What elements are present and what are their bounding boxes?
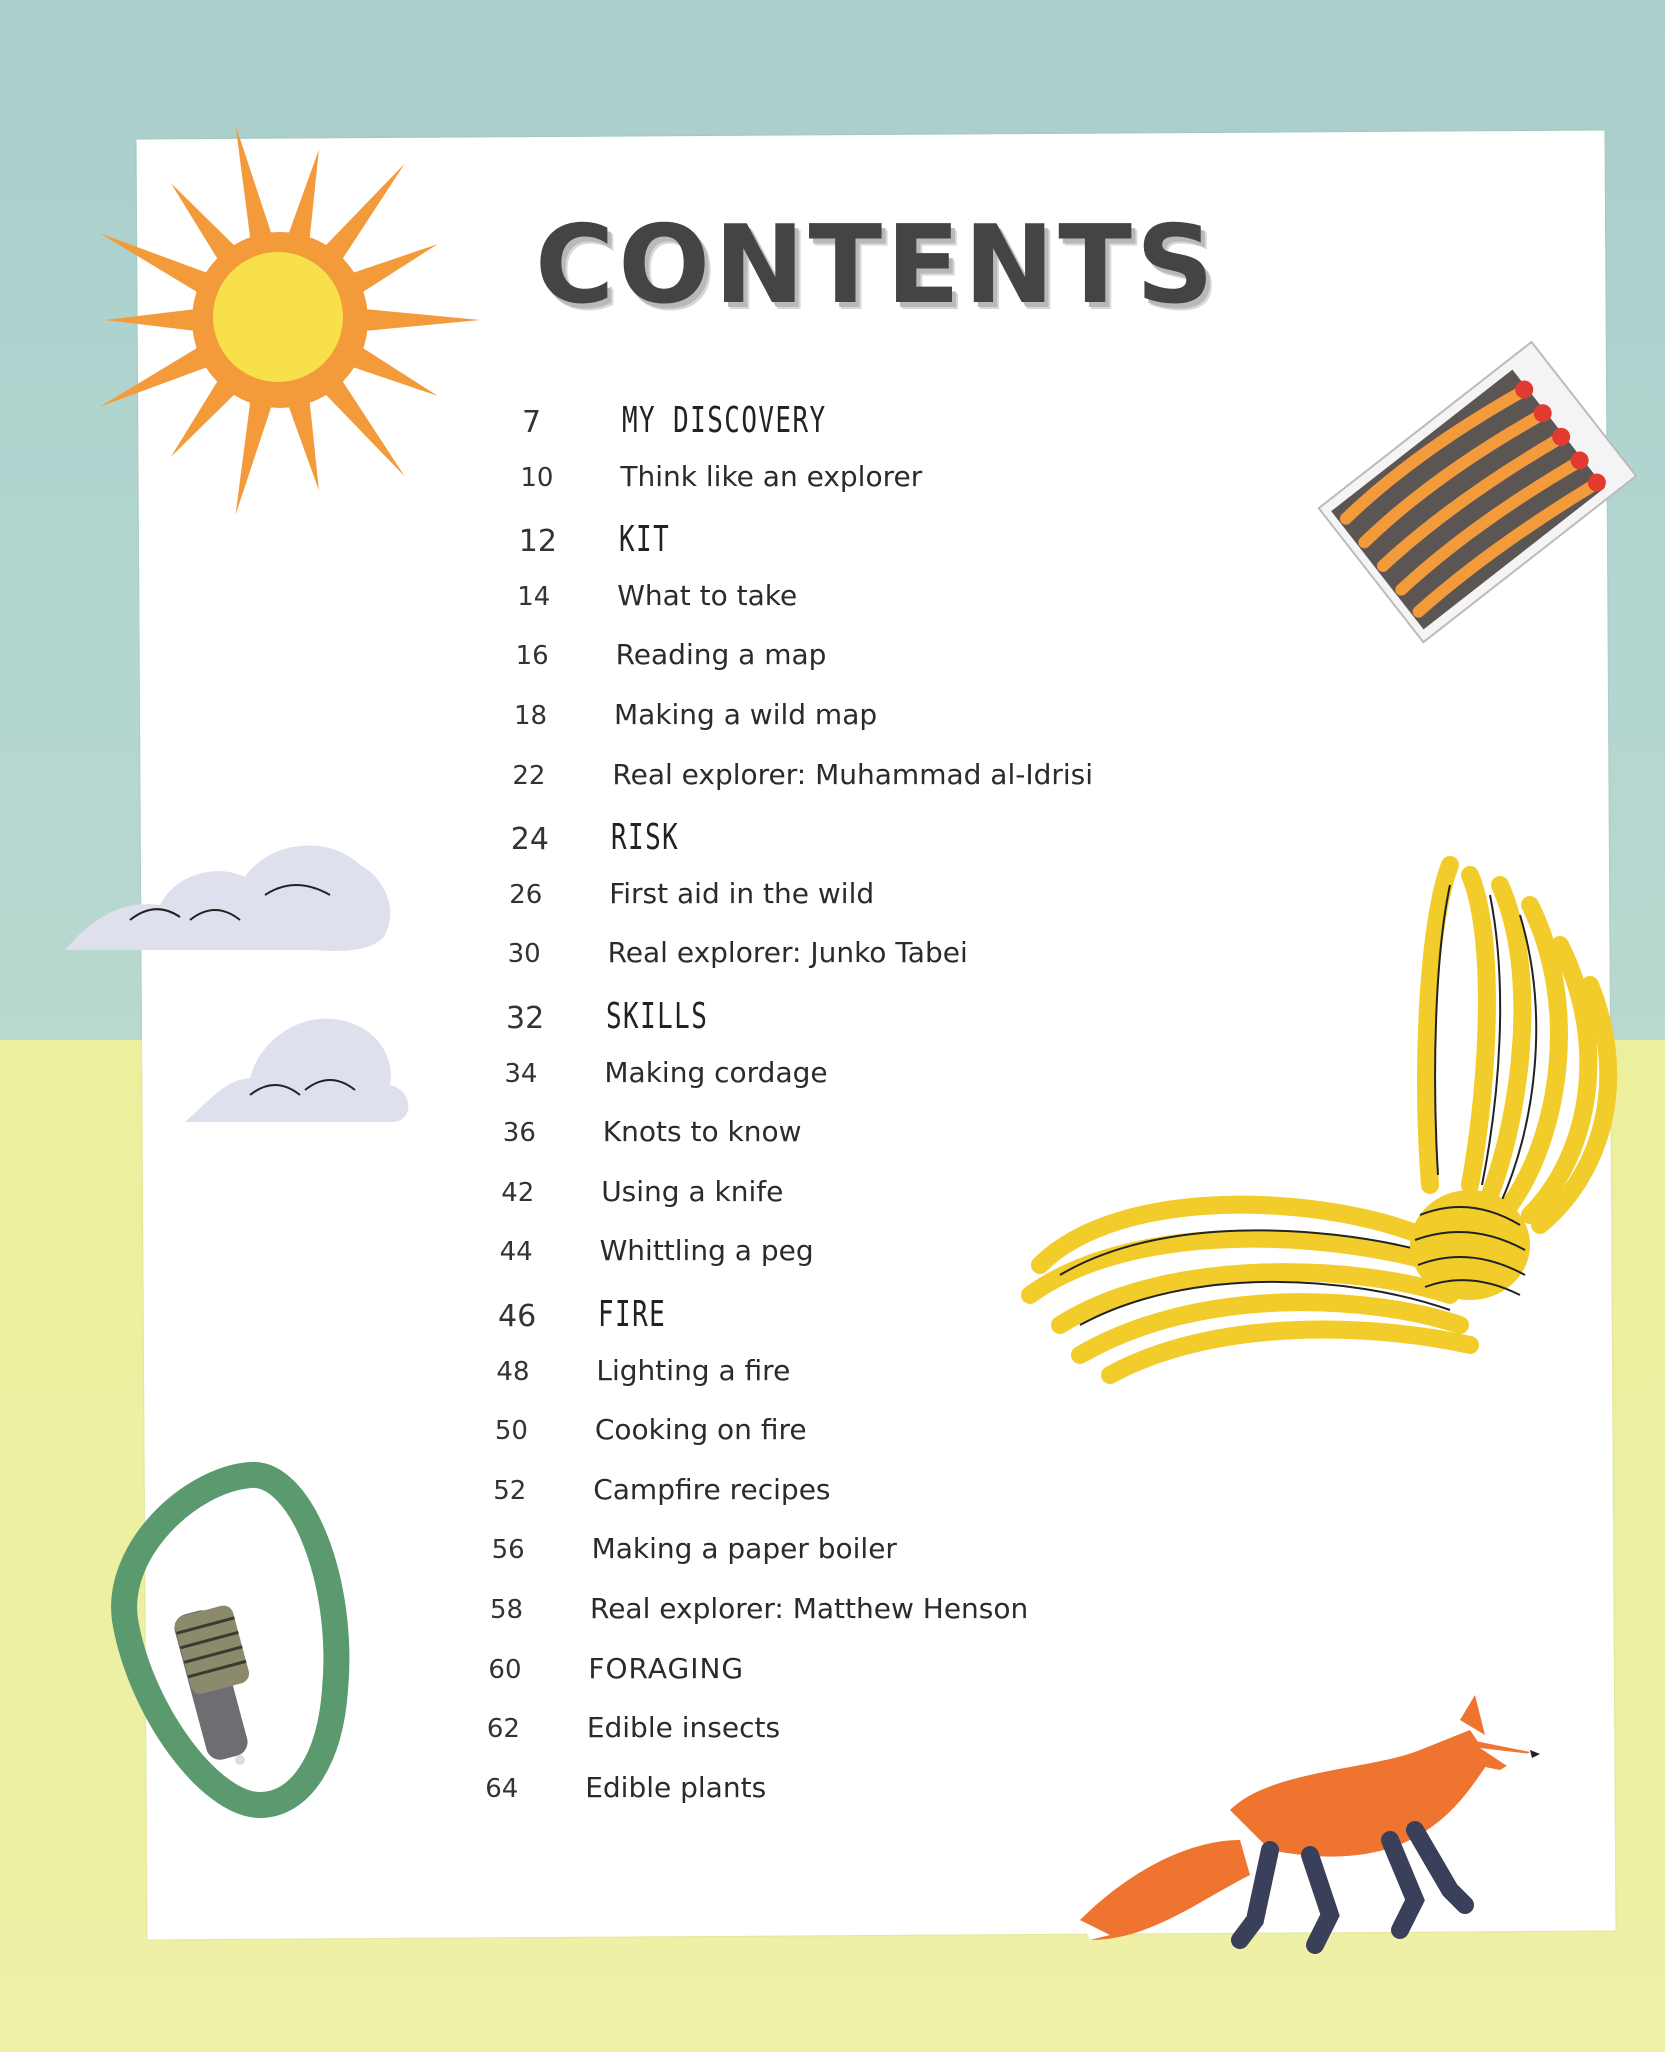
toc-entry-label: Real explorer: Matthew Henson — [590, 1592, 1029, 1625]
toc-page-number: 26 — [509, 879, 543, 910]
toc-entry — [506, 996, 748, 1046]
fox-icon — [1070, 1690, 1550, 1990]
toc-page-number: 62 — [486, 1714, 520, 1745]
page-title: CONTENTS — [535, 203, 1218, 328]
toc-page-number: 60 — [488, 1654, 522, 1685]
toc-entry — [511, 817, 706, 867]
toc-entry-label: Knots to know — [602, 1115, 802, 1149]
toc-entry-label: FORAGING — [588, 1651, 745, 1685]
toc-entry — [517, 579, 797, 629]
toc-entry-label: Reading a map — [615, 638, 827, 672]
toc-entry — [495, 1413, 807, 1463]
toc-entry — [498, 1294, 693, 1344]
toc-page-number: 10 — [520, 462, 554, 493]
toc-page-number: 44 — [499, 1237, 533, 1268]
toc-entry — [508, 936, 968, 986]
toc-entry-label: KIT — [618, 519, 670, 561]
toc-entry-label: What to take — [617, 578, 798, 612]
sun-ray — [100, 233, 209, 293]
toc-page-number: 22 — [512, 760, 546, 791]
toc-entry-label: Campfire recipes — [593, 1472, 831, 1506]
toc-page-number: 7 — [522, 405, 542, 440]
sun-ray — [235, 400, 271, 515]
toc-entry — [493, 1473, 830, 1523]
toc-entry-label: Think like an explorer — [620, 459, 923, 493]
toc-page-number: 24 — [510, 822, 549, 858]
toc-entry-label: SKILLS — [606, 996, 709, 1037]
sun-ray — [105, 309, 196, 331]
toc-entry-label: Making cordage — [604, 1055, 828, 1089]
toc-entry-label: Edible plants — [585, 1770, 767, 1804]
toc-entry — [519, 519, 690, 569]
toc-entry-label: Using a knife — [601, 1174, 784, 1208]
toc-page-number: 36 — [502, 1118, 536, 1149]
sun-ray — [171, 379, 236, 457]
toc-entry — [485, 1771, 766, 1821]
toc-page-number: 56 — [491, 1535, 525, 1566]
matchbox-icon — [1300, 325, 1645, 655]
toc-entry — [522, 400, 906, 450]
toc-entry — [492, 1532, 897, 1582]
sun-ray — [288, 149, 319, 240]
cloud-icon — [180, 1000, 415, 1130]
sun-ray — [288, 400, 319, 491]
toc-entry-label: Whittling a peg — [599, 1234, 814, 1268]
toc-entry-label: Real explorer: Junko Tabei — [607, 936, 968, 970]
toc-entry — [512, 758, 1093, 808]
toc-entry — [496, 1354, 790, 1404]
sun-ray — [364, 309, 480, 331]
sun-ray — [324, 379, 405, 476]
toc-entry — [520, 460, 922, 510]
sun-icon — [55, 105, 505, 545]
toc-entry-label: Real explorer: Muhammad al-Idrisi — [612, 757, 1094, 791]
toc-entry — [516, 638, 827, 688]
toc-entry — [503, 1115, 802, 1165]
toc-entry — [501, 1175, 783, 1225]
cloud-icon — [55, 825, 400, 955]
toc-entry — [504, 1056, 827, 1106]
toc-entry-label: Making a paper boiler — [591, 1532, 897, 1566]
sun-ray — [351, 244, 438, 293]
toc-page-number: 16 — [515, 641, 549, 672]
toc-page-number: 48 — [496, 1356, 530, 1387]
toc-entry-label: MY DISCOVERY — [622, 400, 827, 441]
toc-entry — [514, 698, 877, 748]
toc-page-number: 30 — [507, 939, 541, 970]
toc-entry-label: RISK — [610, 817, 679, 859]
toc-entry-label: FIRE — [598, 1294, 667, 1335]
sun-ray — [100, 347, 209, 407]
sun-ray — [171, 183, 236, 261]
toc-page-number: 12 — [518, 524, 557, 560]
rope-icon — [1020, 855, 1640, 1385]
toc-page-number: 52 — [493, 1475, 527, 1506]
toc-entry — [487, 1711, 780, 1761]
toc-page-number: 14 — [517, 581, 551, 612]
toc-entry-label: Cooking on fire — [594, 1413, 807, 1447]
toc-entry-label: Lighting a fire — [596, 1353, 791, 1387]
toc-page-number: 32 — [506, 1001, 545, 1036]
toc-entry — [488, 1652, 744, 1702]
toc-entry — [490, 1592, 1028, 1642]
toc-page-number: 64 — [485, 1773, 519, 1804]
toc-entry-label: First aid in the wild — [609, 876, 875, 910]
sun-ray — [324, 164, 405, 261]
toc-page-number: 42 — [501, 1177, 535, 1208]
sun-ray — [235, 125, 271, 240]
toc-entry-label: Edible insects — [586, 1711, 781, 1745]
carabiner-icon — [100, 1460, 360, 1830]
toc-page-number: 50 — [494, 1416, 528, 1447]
toc-page-number: 46 — [498, 1299, 537, 1334]
toc-page-number: 34 — [504, 1058, 538, 1089]
toc-entry — [509, 877, 874, 927]
toc-page-number: 18 — [514, 701, 548, 731]
toc-page-number: 58 — [490, 1595, 524, 1625]
sun-ray — [351, 347, 438, 396]
toc-entry — [500, 1234, 814, 1284]
toc-entry-label: Making a wild map — [614, 698, 878, 731]
